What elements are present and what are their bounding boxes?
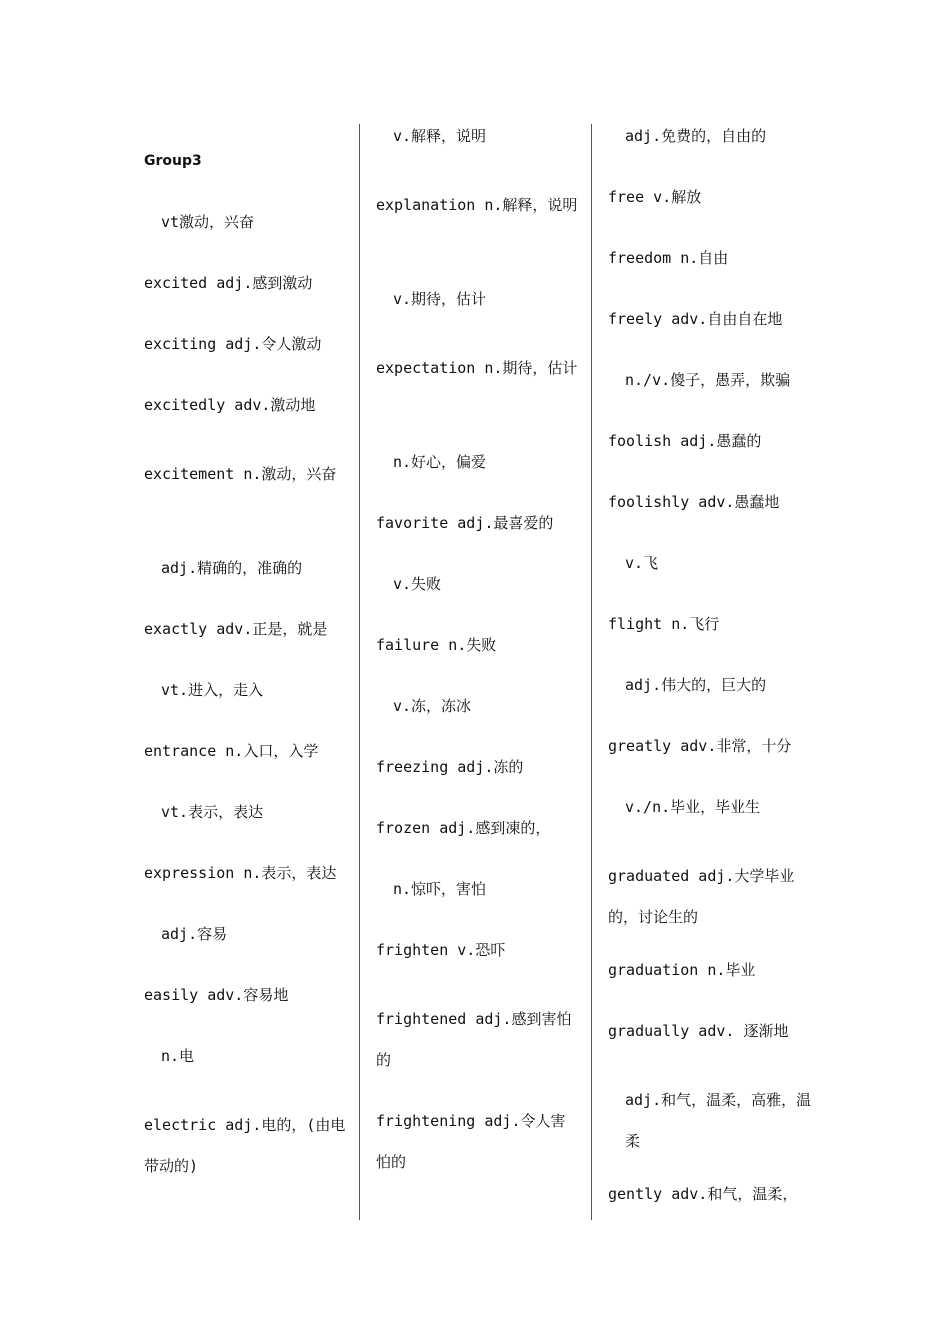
vocab-entry: expression n.表示，表达 xyxy=(144,864,337,882)
vocab-entry: adj.和气，温柔，高雅，温柔 xyxy=(625,1091,812,1150)
vocab-entry: flight n.飞行 xyxy=(608,615,720,633)
vocab-entry: freedom n.自由 xyxy=(608,249,729,267)
vocab-entry: easily adv.容易地 xyxy=(144,986,289,1004)
vocab-entry: v.失败 xyxy=(393,575,442,593)
vocab-entry: vt激动，兴奋 xyxy=(161,213,255,231)
vocab-entry: frightening adj.令人害怕的 xyxy=(376,1112,566,1171)
vocab-entry: gradually adv. 逐渐地 xyxy=(608,1022,789,1040)
vocab-column-1 xyxy=(144,124,349,1207)
vocab-column-3 xyxy=(608,124,820,1243)
vocab-entry: graduation n.毕业 xyxy=(608,961,756,979)
vocab-entry: graduated adj.大学毕业的，讨论生的 xyxy=(608,867,795,926)
vocab-entry: entrance n.入口，入学 xyxy=(144,742,319,760)
vocab-entry: freezing adj.冻的 xyxy=(376,758,524,776)
vocab-entry: exciting adj.令人激动 xyxy=(144,335,322,353)
vocab-entry: excitedly adv.激动地 xyxy=(144,396,316,414)
spacer xyxy=(144,124,349,149)
vocab-entry: v.期待，估计 xyxy=(393,290,487,308)
vocab-entry: gently adv.和气，温柔， xyxy=(608,1185,798,1203)
vocab-entry: excited adj.感到激动 xyxy=(144,274,313,292)
vocab-entry: free v.解放 xyxy=(608,188,702,206)
group-title: Group3 xyxy=(144,153,202,169)
vocab-entry: electric adj.电的，(由电带动的) xyxy=(144,1116,346,1175)
vocab-entry: vt.进入，走入 xyxy=(161,681,264,699)
vocab-entry: v./n.毕业，毕业生 xyxy=(625,798,761,816)
vocab-entry: expectation n.期待，估计 xyxy=(376,359,578,377)
vocab-entry: exactly adv.正是，就是 xyxy=(144,620,328,638)
vocab-entry: excitement n.激动，兴奋 xyxy=(144,465,337,483)
column-divider-2 xyxy=(591,124,592,1220)
vocab-entry: n.惊吓，害怕 xyxy=(393,880,487,898)
vocab-entry: adj.容易 xyxy=(161,925,228,943)
vocab-entry: freely adv.自由自在地 xyxy=(608,310,783,328)
vocab-entry: vt.表示，表达 xyxy=(161,803,264,821)
vocab-entry: greatly adv.非常，十分 xyxy=(608,737,792,755)
vocab-entry: favorite adj.最喜爱的 xyxy=(376,514,554,532)
column-divider-1 xyxy=(359,124,360,1220)
vocab-entry: n.电 xyxy=(161,1047,195,1065)
vocab-entry: v.冻，冻冰 xyxy=(393,697,472,715)
vocab-entry: v.飞 xyxy=(625,554,659,572)
vocab-entry: frightened adj.感到害怕的 xyxy=(376,1010,572,1069)
vocab-entry: frozen adj.感到凍的， xyxy=(376,819,551,837)
vocab-entry: foolishly adv.愚蠢地 xyxy=(608,493,780,511)
vocab-entry: adj.免费的，自由的 xyxy=(625,127,767,145)
vocab-entry: foolish adj.愚蠢的 xyxy=(608,432,762,450)
vocab-entry: failure n.失败 xyxy=(376,636,497,654)
vocab-entry: n./v.傻子，愚弄，欺骗 xyxy=(625,371,791,389)
vocab-entry: v.解释，说明 xyxy=(393,127,487,145)
vocab-entry: adj.精确的，准确的 xyxy=(161,559,303,577)
vocab-entry: explanation n.解释，说明 xyxy=(376,196,578,214)
vocab-entry: n.好心，偏爱 xyxy=(393,453,487,471)
vocab-entry: frighten v.恐吓 xyxy=(376,941,506,959)
vocab-entry: adj.伟大的，巨大的 xyxy=(625,676,767,694)
vocab-column-2 xyxy=(376,124,579,1203)
